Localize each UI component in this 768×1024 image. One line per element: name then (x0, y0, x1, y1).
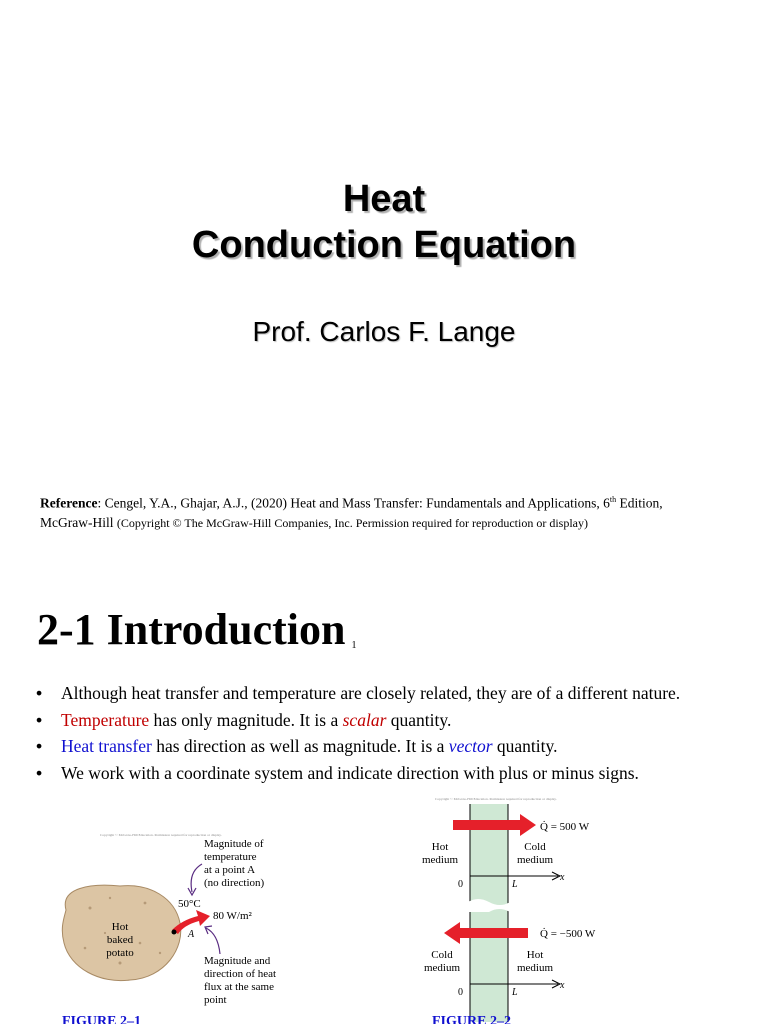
figure-wall-svg (420, 792, 650, 1024)
flux-pointer (206, 928, 220, 954)
author-name: Prof. Carlos F. Lange (252, 316, 516, 347)
flux-note-4: point (204, 994, 227, 1006)
point-a-dot (172, 930, 177, 935)
hot-medium-2: medium (421, 854, 459, 866)
bullet-item (36, 760, 756, 787)
reference-edition: Edition, (616, 495, 663, 511)
reference-sup: th (609, 495, 617, 504)
axis-x-top: x (560, 872, 565, 883)
figure-caption-right: FIGURE 2–2 (432, 1014, 511, 1024)
temp-note-2: temperature (204, 851, 257, 863)
temp-note-1: Magnitude of (204, 838, 264, 850)
flux-label: 80 W/m² (213, 910, 252, 922)
hot-medium-1: Hot (431, 841, 449, 853)
reference-copyright: (Copyright © The McGraw-Hill Companies, Inc. Permission required for reproduction or display) (116, 515, 588, 530)
bullet-text: has direction as well as magnitude. It is a (151, 736, 449, 756)
point-a-label: A (188, 929, 195, 940)
title-line-2: Conduction Equation (191, 224, 577, 266)
flux-note-2: direction of heat (204, 968, 277, 980)
hot-medium-b-2: medium (516, 962, 554, 974)
axis-L-top: L (512, 879, 518, 890)
section-title-text: 2-1 Introduction (37, 605, 346, 654)
figure-copyright: Copyright © McGraw-Hill Education. Permission required for reproduction or display. (435, 797, 557, 801)
title-line-1: Heat (342, 178, 426, 220)
axis-zero-bottom: 0 (458, 987, 463, 998)
section-heading (37, 604, 356, 672)
bullet-emphasis: scalar (342, 709, 387, 730)
figure-caption-left: FIGURE 2–1 (62, 1014, 141, 1024)
figure-potato (50, 828, 350, 1024)
axis-zero-top: 0 (458, 879, 463, 890)
slide-number: 1 (351, 640, 357, 651)
bullet-text: quantity. (492, 736, 558, 756)
bullet-emphasis: vector (448, 736, 493, 756)
reference-label: Reference (40, 495, 98, 511)
cold-medium-2: medium (516, 854, 554, 866)
potato-label-2: baked (106, 934, 134, 946)
potato-label-1: Hot (111, 921, 129, 933)
temp-note-3: at a point A (204, 864, 256, 876)
figure-potato-svg (50, 828, 350, 1024)
figure-wall (420, 792, 650, 1024)
reference-publisher: McGraw-Hill (40, 514, 114, 530)
bullet-item (36, 733, 756, 760)
slide-title (0, 176, 768, 268)
reference-text: : Cengel, Y.A., Ghajar, A.J., (2020) Heat and Mass Transfer: Fundamentals and Applications, 6 (97, 495, 610, 511)
flux-note-3: flux at the same (204, 981, 274, 993)
cold-medium-b-1: Cold (431, 949, 453, 961)
bullet-highlight: Heat transfer (61, 736, 152, 756)
bullet-item (36, 707, 756, 734)
bullet-text: Although heat transfer and temperature are closely related, they are of a different nature. (61, 683, 681, 703)
bullet-text: We work with a coordinate system and indicate direction with plus or minus signs. (61, 762, 639, 783)
temp-note-4: (no direction) (204, 877, 265, 889)
heat-rate-top: Q̇ = 500 W (540, 821, 590, 833)
bullet-highlight: Temperature (61, 709, 150, 730)
reference-block (40, 490, 730, 533)
bullet-text: has only magnitude. It is a (149, 709, 343, 730)
bullet-list (36, 680, 756, 786)
axis-x-bottom: x (560, 980, 565, 991)
hot-medium-b-1: Hot (526, 949, 544, 961)
heat-rate-bottom: Q̇ = −500 W (540, 928, 596, 940)
temp-pointer (191, 864, 202, 892)
bullet-item (36, 680, 756, 707)
cold-medium-1: Cold (524, 841, 546, 853)
axis-L-bottom: L (512, 987, 518, 998)
temperature-label: 50°C (178, 898, 201, 910)
bullet-text: quantity. (386, 709, 452, 730)
flux-note-1: Magnitude and (204, 955, 271, 967)
potato-label-3: potato (106, 947, 134, 959)
figure-copyright: Copyright © McGraw-Hill Education. Permission required for reproduction or display. (100, 833, 222, 837)
cold-medium-b-2: medium (423, 962, 461, 974)
